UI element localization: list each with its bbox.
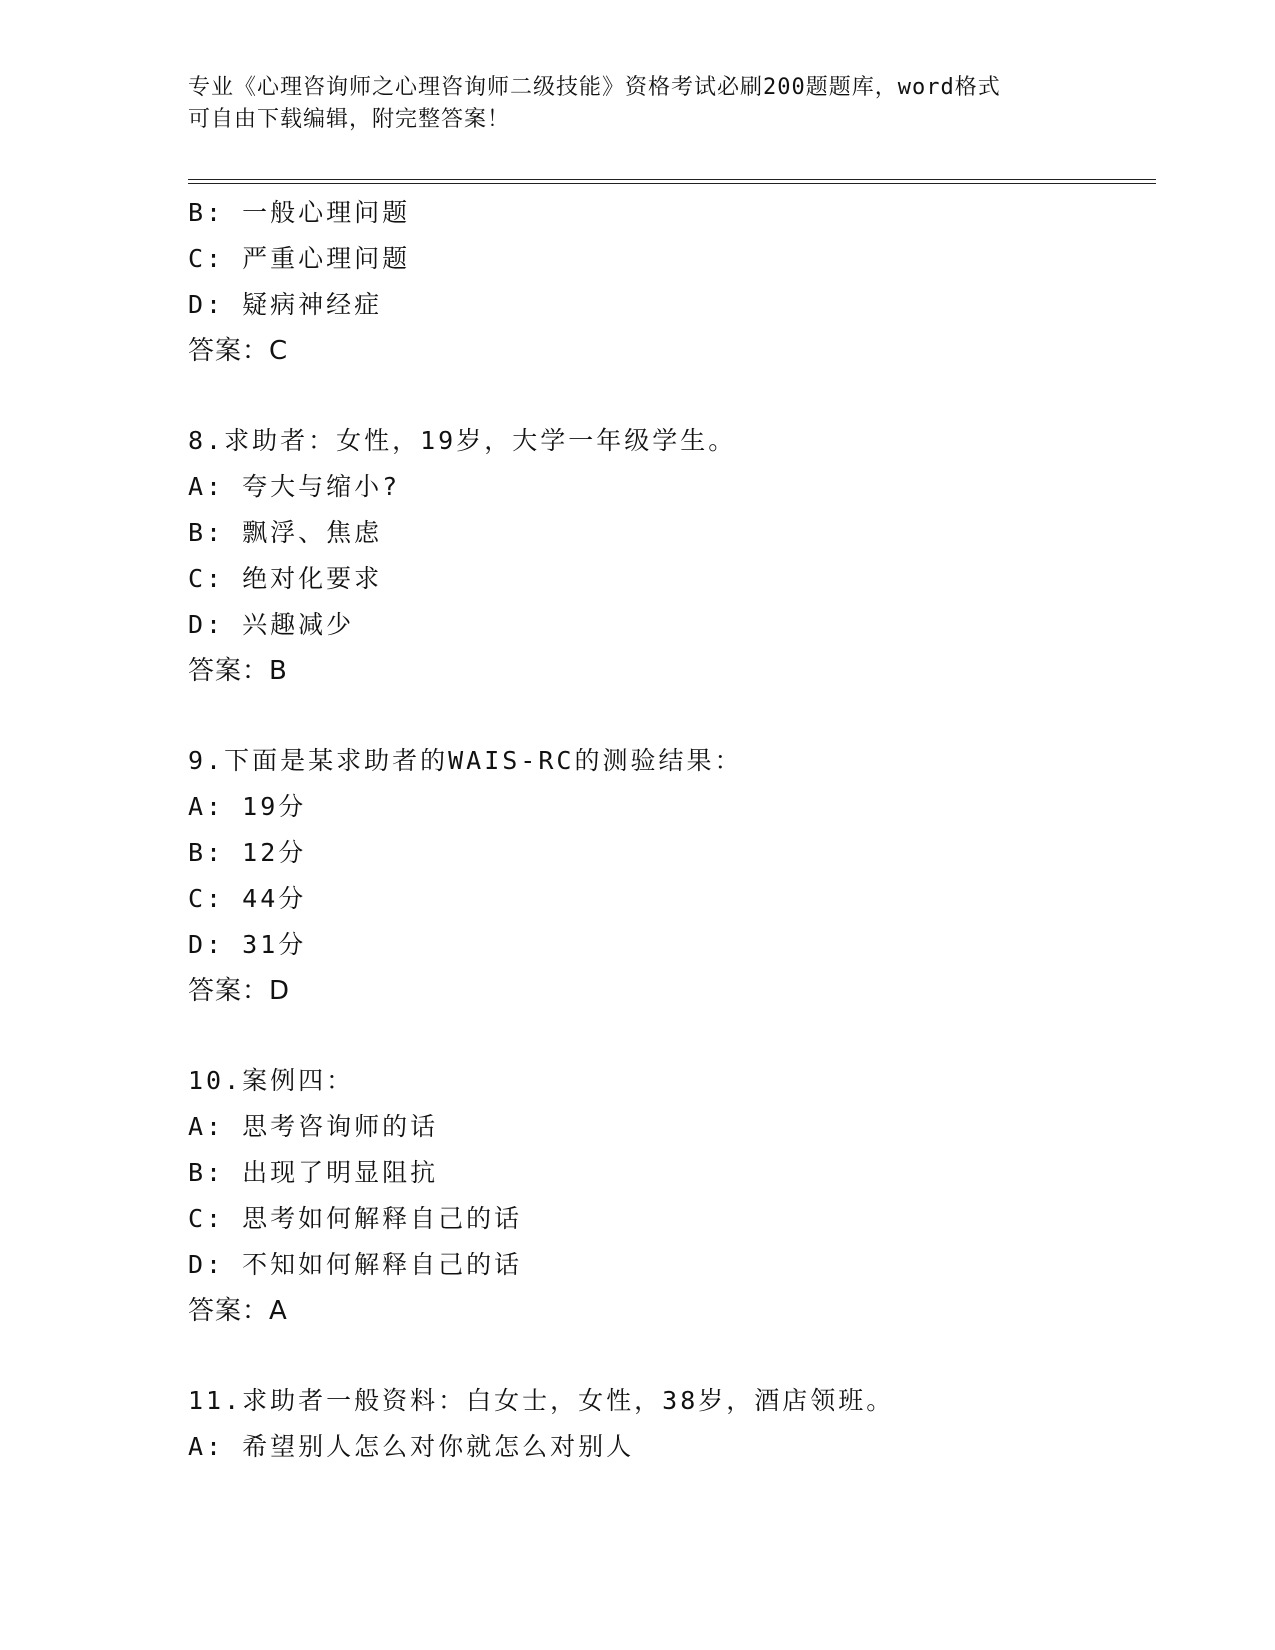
question-stem: 9.下面是某求助者的WAIS-RC的测验结果：	[188, 746, 743, 775]
question-stem: 8.求助者：女性，19岁，大学一年级学生。	[188, 426, 737, 455]
question-stem: 11.求助者一般资料：白女士，女性，38岁，酒店领班。	[188, 1386, 895, 1415]
option-a: A: 夸大与缩小?	[188, 472, 401, 501]
option-b: B: 飘浮、焦虑	[188, 518, 383, 547]
option-c: C: 绝对化要求	[188, 564, 383, 593]
option-a: A: 希望别人怎么对你就怎么对别人	[188, 1432, 635, 1461]
option-d: D: 不知如何解释自己的话	[188, 1250, 523, 1279]
question-9	[188, 738, 1148, 1014]
option-c: C: 44分	[188, 884, 307, 913]
header-divider-bottom	[188, 183, 1156, 184]
answer: 答案：B	[188, 656, 288, 686]
option-b: B: 12分	[188, 838, 307, 867]
answer: 答案：D	[188, 976, 291, 1006]
option-c: C: 严重心理问题	[188, 244, 411, 273]
option-d: D: 31分	[188, 930, 307, 959]
answer: 答案：A	[188, 1296, 288, 1326]
question-stem: 10.案例四：	[188, 1066, 355, 1095]
header-line-2: 可自由下载编辑，附完整答案！	[188, 107, 511, 132]
option-b: B: 一般心理问题	[188, 198, 411, 227]
option-c: C: 思考如何解释自己的话	[188, 1204, 523, 1233]
continued-question	[188, 190, 1148, 374]
option-b: B: 出现了明显阻抗	[188, 1158, 439, 1187]
question-8	[188, 418, 1148, 694]
header-divider-top	[188, 179, 1156, 180]
question-10	[188, 1058, 1148, 1334]
question-list	[188, 190, 1148, 1470]
option-d: D: 兴趣减少	[188, 610, 355, 639]
header-line-1: 专业《心理咨询师之心理咨询师二级技能》资格考试必刷200题题库，word格式	[188, 75, 1001, 100]
question-11	[188, 1378, 1148, 1470]
document-header	[188, 72, 1088, 136]
option-a: A: 19分	[188, 792, 307, 821]
option-a: A: 思考咨询师的话	[188, 1112, 439, 1141]
answer: 答案：C	[188, 336, 289, 366]
option-d: D: 疑病神经症	[188, 290, 383, 319]
